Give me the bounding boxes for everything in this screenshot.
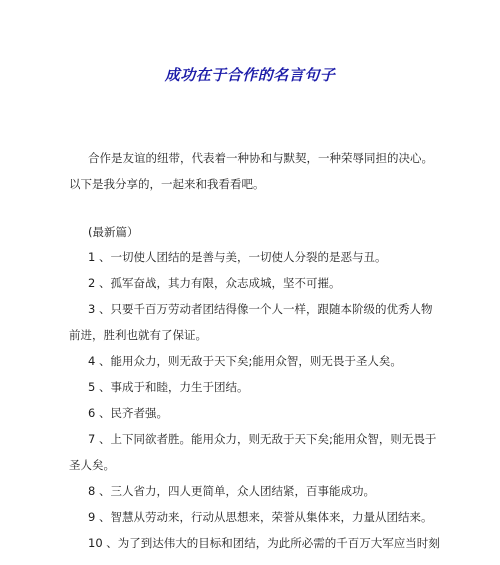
intro-line-2: 以下是我分享的，一起来和我看看吧。 bbox=[69, 177, 265, 191]
quote-item-5: 5 、事成于和睦，力生于团结。 bbox=[88, 380, 249, 394]
quote-item-9: 9 、智慧从劳动来，行动从思想来，荣誉从集体来，力量从团结来。 bbox=[88, 510, 433, 524]
quote-item-7: 7 、上下同欲者胜。能用众力，则无敌于天下矣;能用众智，则无畏于 bbox=[88, 432, 437, 446]
intro-line-1: 合作是友谊的纽带，代表着一种协和与默契，一种荣辱同担的决心。 bbox=[88, 151, 433, 165]
quote-item-7-continuation: 圣人矣。 bbox=[69, 458, 115, 472]
quote-item-1: 1 、一切使人团结的是善与美，一切使人分裂的是恶与丑。 bbox=[88, 250, 387, 264]
quote-item-8: 8 、三人省力，四人更简单，众人团结紧，百事能成功。 bbox=[88, 484, 375, 498]
quote-item-10: 10 、为了到达伟大的目标和团结，为此所必需的千百万大军应当时刻 bbox=[88, 536, 440, 550]
quote-item-4: 4 、能用众力，则无敌于天下矣;能用众智，则无畏于圣人矣。 bbox=[88, 354, 402, 368]
quote-item-3: 3 、只要千百万劳动者团结得像一个人一样，跟随本阶级的优秀人物 bbox=[88, 302, 433, 316]
section-label: (最新篇） bbox=[88, 225, 139, 239]
quote-item-2: 2 、孤军奋战，其力有限，众志成城，坚不可摧。 bbox=[88, 276, 341, 290]
quote-item-6: 6 、民齐者强。 bbox=[88, 406, 168, 420]
quote-item-3-continuation: 前进，胜利也就有了保证。 bbox=[69, 328, 207, 342]
document-title: 成功在于合作的名言句子 bbox=[164, 66, 336, 84]
